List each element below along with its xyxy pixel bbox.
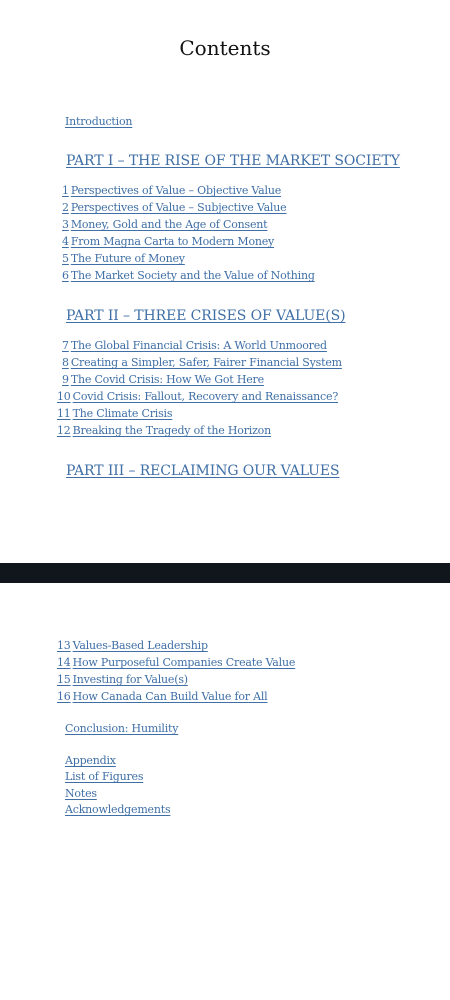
toc-chapter-7[interactable] — [62, 339, 327, 353]
toc-link-conclusion[interactable]: Conclusion: Humility — [65, 722, 179, 735]
toc-part-3-heading[interactable]: PART III – RECLAIMING OUR VALUES — [66, 463, 340, 479]
chapter-title: Values-Based Leadership — [72, 639, 208, 652]
chapter-title: How Purposeful Companies Create Value — [72, 656, 296, 669]
toc-chapter-10[interactable] — [57, 390, 338, 404]
chapter-title: Creating a Simpler, Safer, Fairer Financial System — [70, 356, 342, 369]
chapter-title: The Future of Money — [70, 252, 185, 265]
toc-chapter-12[interactable] — [57, 424, 271, 438]
chapter-title: Perspectives of Value – Objective Value — [70, 184, 282, 197]
chapter-number: 1 — [62, 184, 69, 197]
page-title: Contents — [179, 36, 271, 60]
toc-chapter-11[interactable] — [57, 407, 172, 421]
chapter-number: 11 — [57, 407, 71, 420]
chapter-number: 13 — [57, 639, 71, 652]
chapter-title: How Canada Can Build Value for All — [72, 690, 268, 703]
toc-chapter-16[interactable] — [57, 690, 267, 704]
toc-chapter-9[interactable] — [62, 373, 264, 387]
toc-chapter-8[interactable] — [62, 356, 342, 370]
toc-link-list-of-figures[interactable]: List of Figures — [65, 770, 144, 783]
chapter-number: 15 — [57, 673, 71, 686]
toc-chapter-13[interactable] — [57, 639, 208, 653]
chapter-title: Investing for Value(s) — [72, 673, 188, 686]
chapter-number: 3 — [62, 218, 69, 231]
toc-chapter-1[interactable] — [62, 184, 281, 198]
toc-chapter-3[interactable] — [62, 218, 267, 232]
toc-chapter-2[interactable] — [62, 201, 286, 215]
toc-link-acknowledgements[interactable]: Acknowledgements — [65, 803, 171, 816]
toc-chapter-4[interactable] — [62, 235, 274, 249]
chapter-title: Covid Crisis: Fallout, Recovery and Renaissance? — [72, 390, 339, 403]
chapter-number: 9 — [62, 373, 69, 386]
toc-chapter-15[interactable] — [57, 673, 188, 687]
page-separator — [0, 563, 450, 583]
toc-chapter-14[interactable] — [57, 656, 295, 670]
chapter-number: 14 — [57, 656, 71, 669]
chapter-number: 10 — [57, 390, 71, 403]
chapter-title: The Global Financial Crisis: A World Unmoored — [70, 339, 327, 352]
toc-link-notes[interactable]: Notes — [65, 787, 97, 800]
chapter-number: 12 — [57, 424, 71, 437]
chapter-title: Money, Gold and the Age of Consent — [70, 218, 268, 231]
chapter-number: 8 — [62, 356, 69, 369]
chapter-title: The Market Society and the Value of Nothing — [70, 269, 315, 282]
toc-chapter-5[interactable] — [62, 252, 185, 266]
chapter-number: 5 — [62, 252, 69, 265]
chapter-number: 16 — [57, 690, 71, 703]
toc-part-1-heading[interactable]: PART I – THE RISE OF THE MARKET SOCIETY — [66, 153, 400, 169]
toc-link-introduction[interactable]: Introduction — [65, 115, 133, 128]
toc-part-2-heading[interactable]: PART II – THREE CRISES OF VALUE(S) — [66, 308, 346, 324]
chapter-number: 7 — [62, 339, 69, 352]
chapter-title: The Climate Crisis — [72, 407, 173, 420]
chapter-title: Breaking the Tragedy of the Horizon — [72, 424, 271, 437]
chapter-title: Perspectives of Value – Subjective Value — [70, 201, 287, 214]
chapter-number: 4 — [62, 235, 69, 248]
chapter-number: 6 — [62, 269, 69, 282]
chapter-title: The Covid Crisis: How We Got Here — [70, 373, 264, 386]
chapter-title: From Magna Carta to Modern Money — [70, 235, 275, 248]
toc-link-appendix[interactable]: Appendix — [65, 754, 116, 767]
toc-chapter-6[interactable] — [62, 269, 315, 283]
chapter-number: 2 — [62, 201, 69, 214]
document-page-2 — [0, 583, 450, 1000]
